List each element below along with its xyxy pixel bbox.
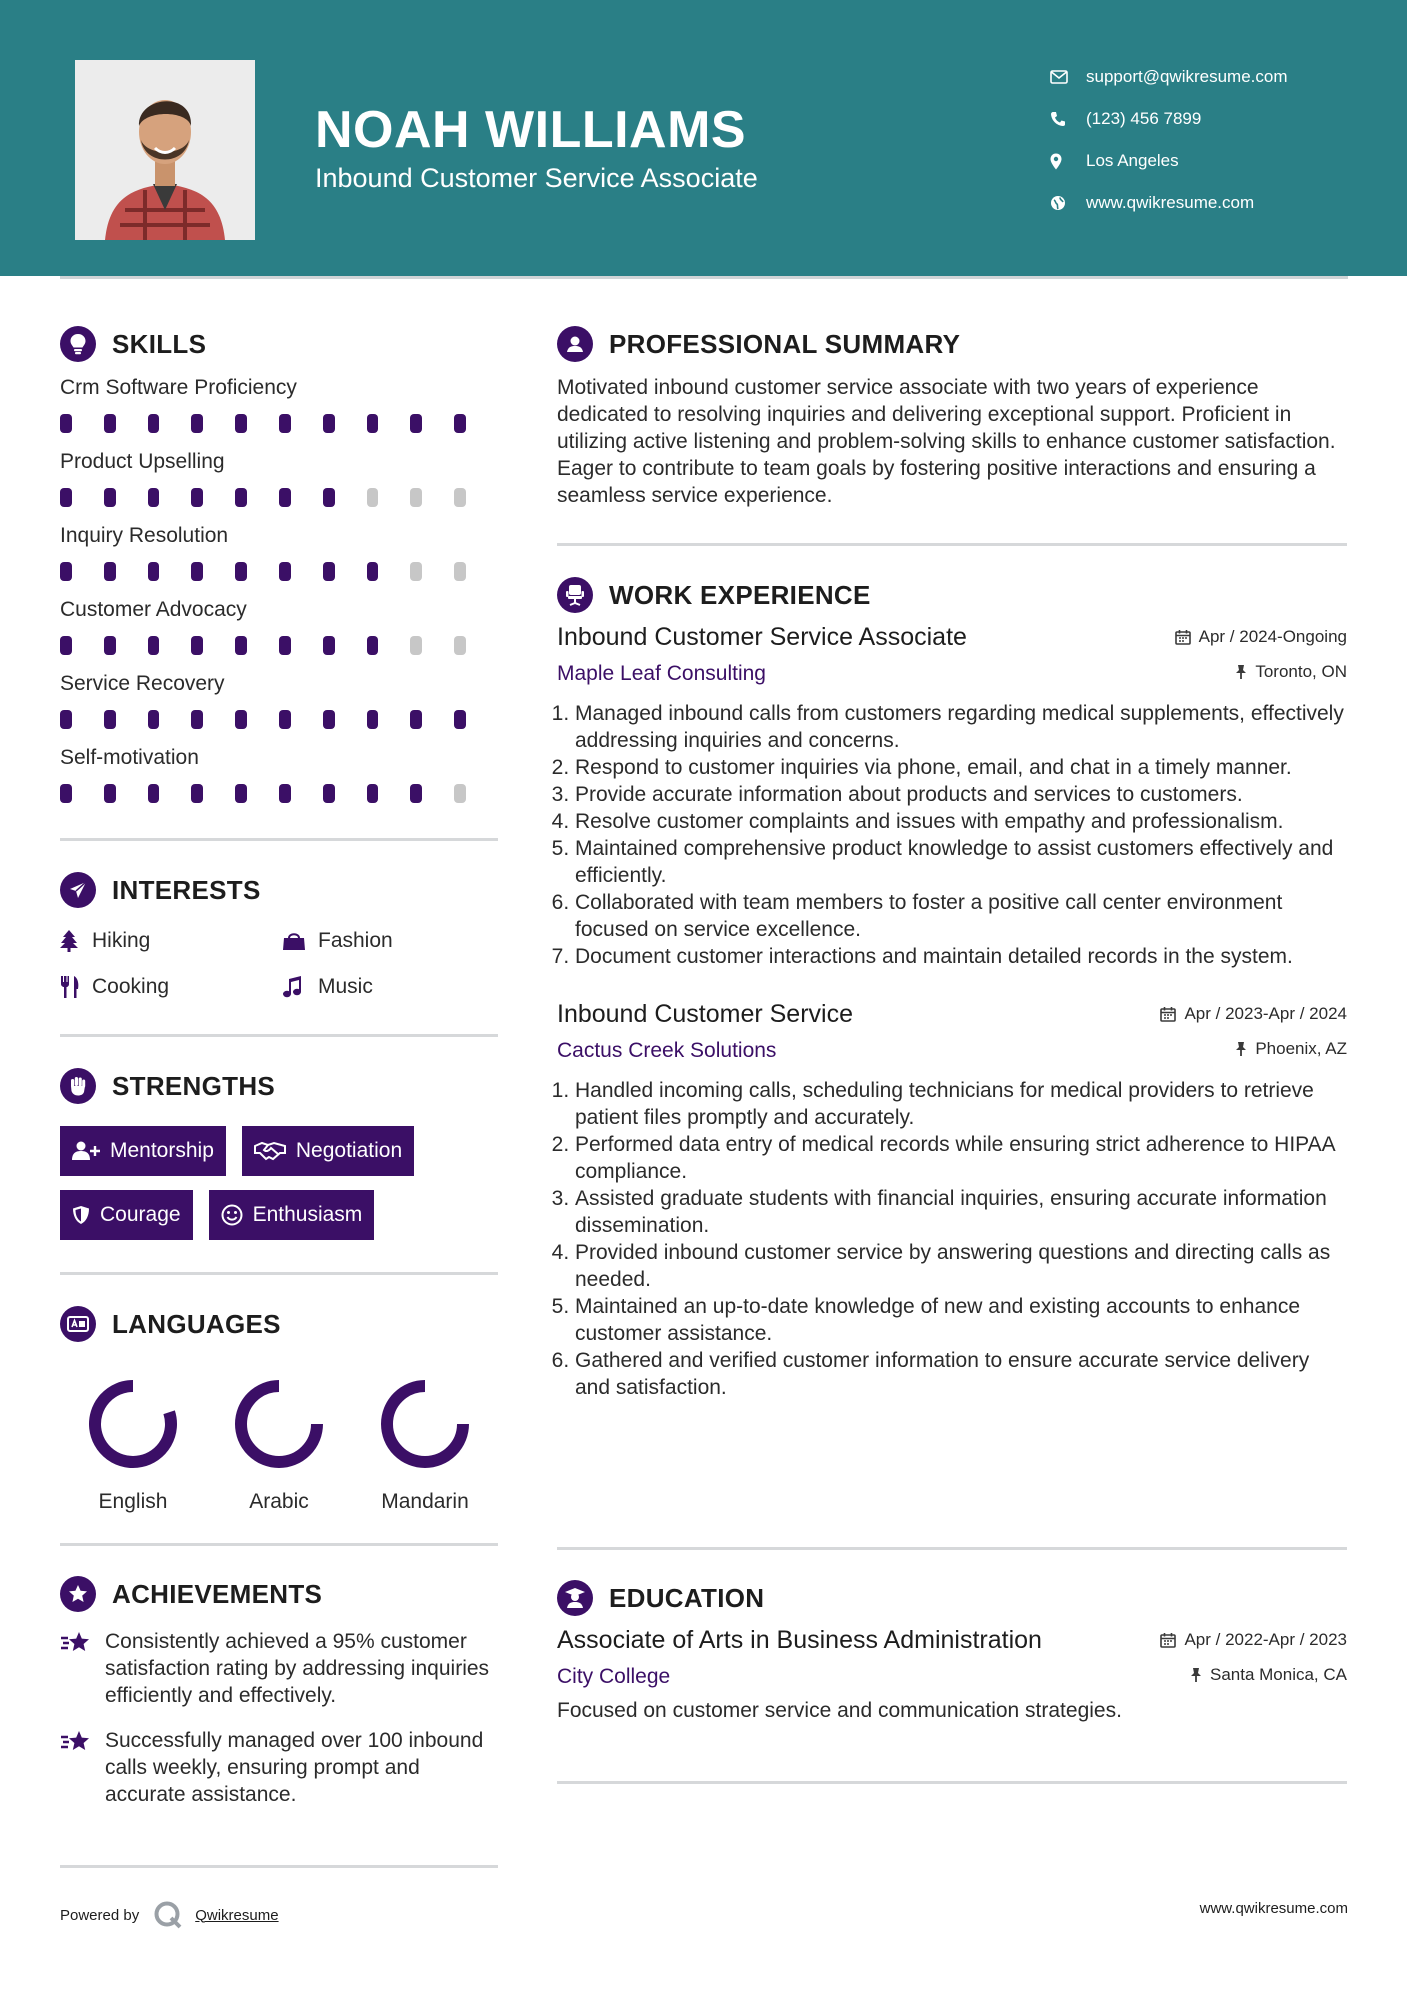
job-dates-text: Apr / 2023-Apr / 2024: [1184, 1004, 1347, 1023]
skill-item: [60, 672, 498, 746]
skill-name: Self-motivation: [60, 746, 199, 769]
achievement-text: Consistently achieved a 95% customer satisfaction rating by addressing inquiries efficiently and effectively.: [105, 1630, 490, 1707]
language-level-arc: [95, 1386, 171, 1462]
skill-dot-filled: [323, 414, 335, 433]
skill-rating: [60, 554, 498, 598]
qwikresume-logo-icon: [153, 1900, 183, 1930]
interests-list: [60, 928, 498, 1000]
skill-item: [60, 450, 498, 524]
skill-dot-filled: [367, 562, 379, 581]
skill-dot-filled: [410, 784, 422, 803]
interest-item: [282, 928, 482, 954]
education-dates-text: Apr / 2022-Apr / 2023: [1184, 1630, 1347, 1649]
languages-section: [60, 1306, 498, 1514]
strength-label: Enthusiasm: [252, 1203, 363, 1226]
fist-icon: [60, 1068, 96, 1104]
pushpin-icon: [1235, 1041, 1247, 1057]
skill-dot-filled: [279, 784, 291, 803]
calendar-icon: [1160, 1006, 1176, 1022]
duty-item: 4. Resolve customer complaints and issues with empathy and professionalism.: [575, 808, 1347, 835]
envelope-icon: [1050, 70, 1086, 84]
job-duties: [557, 1077, 1347, 1401]
strength-chip: [60, 1190, 193, 1240]
achievement-text: Successfully managed over 100 inbound calls weekly, ensuring prompt and accurate assistance.: [105, 1729, 484, 1806]
skill-dot-empty: [410, 636, 422, 655]
strength-chip: [209, 1190, 375, 1240]
language-card-icon: [60, 1306, 96, 1342]
skill-dot-filled: [104, 562, 116, 581]
calendar-icon: [1175, 629, 1191, 645]
experience-title: WORK EXPERIENCE: [609, 579, 871, 610]
achievements-heading: [60, 1576, 498, 1612]
skill-dot-filled: [191, 414, 203, 433]
user-circle-icon: [557, 326, 593, 362]
skill-name: Customer Advocacy: [60, 598, 247, 621]
skill-dot-filled: [279, 414, 291, 433]
degree-title: Associate of Arts in Business Administration: [557, 1626, 1042, 1654]
duty-item: 2. Performed data entry of medical records while ensuring strict adherence to HIPAA compliance.: [575, 1131, 1347, 1185]
job-duties: [557, 700, 1347, 970]
achievements-section: [60, 1576, 498, 1808]
phone-icon: [1050, 111, 1086, 127]
job-location: [1235, 662, 1347, 682]
skill-dot-filled: [410, 414, 422, 433]
skill-dot-filled: [191, 488, 203, 507]
profile-photo: [75, 60, 255, 240]
pushpin-icon: [1190, 1667, 1202, 1683]
job-subheader: [557, 662, 1347, 686]
duty-item: 3. Assisted graduate students with financial inquiries, ensuring accurate information dissemination.: [575, 1185, 1347, 1239]
strengths-list: [60, 1126, 500, 1240]
contact-website[interactable]: [1050, 182, 1288, 224]
tree-icon: [60, 930, 92, 952]
strengths-heading: [60, 1068, 498, 1104]
skill-dot-filled: [367, 784, 379, 803]
skill-dot-filled: [454, 414, 466, 433]
skill-dot-filled: [454, 710, 466, 729]
skill-item: [60, 376, 498, 450]
music-note-icon: [282, 976, 318, 998]
languages-heading: [60, 1306, 498, 1342]
skill-dot-filled: [191, 710, 203, 729]
contact-location: [1050, 140, 1288, 182]
skill-dot-filled: [323, 784, 335, 803]
skill-dot-filled: [235, 710, 247, 729]
education-entry: [557, 1626, 1347, 1724]
achievement-item: [60, 1628, 498, 1709]
skill-dot-filled: [191, 784, 203, 803]
skill-dot-empty: [367, 488, 379, 507]
strength-label: Courage: [100, 1203, 181, 1226]
skill-dot-filled: [235, 562, 247, 581]
job-entry: [557, 1000, 1347, 1401]
globe-icon: [1050, 195, 1086, 211]
skills-list: [60, 376, 498, 820]
contact-phone-text: (123) 456 7899: [1086, 109, 1202, 128]
interest-item: [60, 928, 282, 954]
education-section: [557, 1580, 1347, 1724]
shooting-star-icon: [60, 1727, 105, 1808]
skill-dot-filled: [323, 488, 335, 507]
job-location-text: Toronto, ON: [1255, 662, 1347, 681]
pushpin-icon: [1235, 664, 1247, 680]
utensils-icon: [60, 976, 92, 998]
job-entry: [557, 623, 1347, 970]
star-badge-icon: [60, 1576, 96, 1612]
skill-rating: [60, 628, 498, 672]
skill-dot-filled: [148, 784, 160, 803]
duty-item: 6. Gathered and verified customer information to ensure accurate service delivery and satisfaction.: [575, 1347, 1347, 1401]
interest-label: Fashion: [318, 929, 393, 952]
languages-title: LANGUAGES: [112, 1308, 281, 1339]
summary-heading: [557, 326, 1347, 362]
contact-location-text: Los Angeles: [1086, 151, 1179, 170]
job-header: [557, 623, 1347, 652]
powered-by-label: Powered by: [60, 1906, 140, 1924]
language-level-ring: [229, 1374, 329, 1474]
skill-dot-filled: [235, 784, 247, 803]
interest-label: Hiking: [92, 929, 151, 952]
job-location: [1235, 1039, 1347, 1059]
summary-text: Motivated inbound customer service associate with two years of experience dedicated to resolving inquiries and delivering exceptional support. Proficient in utilizing active listening and problem-solving skills to enhance customer satisfaction. Eager to contribute to team goals by fostering positive interactions and ensuring a seamless service experience.: [557, 376, 1336, 507]
candidate-name: NOAH WILLIAMS: [315, 101, 747, 159]
skill-rating: [60, 480, 498, 524]
skill-dot-empty: [454, 636, 466, 655]
skill-dot-filled: [279, 636, 291, 655]
job-subheader: [557, 1039, 1347, 1063]
interest-label: Cooking: [92, 975, 170, 998]
skill-dot-filled: [60, 784, 72, 803]
strength-chip: [242, 1126, 414, 1176]
achievement-item: [60, 1727, 498, 1808]
language-level-ring: [375, 1374, 475, 1474]
user-plus-icon: [72, 1141, 100, 1161]
skill-dot-filled: [60, 562, 72, 581]
interest-label: Music: [318, 975, 373, 998]
language-name: English: [98, 1490, 168, 1513]
smile-icon: [221, 1204, 243, 1226]
section-divider: [60, 838, 498, 841]
interest-item: [282, 974, 482, 1000]
contact-list: [1050, 56, 1288, 224]
skill-dot-filled: [148, 710, 160, 729]
skill-dot-filled: [104, 488, 116, 507]
duty-item: 5. Maintained an up-to-date knowledge of new and existing accounts to enhance customer assistance.: [575, 1293, 1347, 1347]
skill-dot-filled: [279, 488, 291, 507]
duty-item: 7. Document customer interactions and maintain detailed records in the system.: [575, 943, 1347, 970]
education-header: [557, 1626, 1347, 1655]
skill-dot-filled: [367, 636, 379, 655]
skills-title: SKILLS: [112, 328, 207, 359]
skill-dot-filled: [148, 488, 160, 507]
language-level-arc: [241, 1386, 317, 1462]
contact-email[interactable]: [1050, 56, 1288, 98]
job-dates: [1175, 627, 1347, 647]
skill-name: Inquiry Resolution: [60, 524, 229, 547]
interests-heading: [60, 872, 498, 908]
language-name: Arabic: [249, 1490, 309, 1513]
skills-heading: [60, 326, 498, 362]
education-subheader: [557, 1665, 1347, 1689]
strength-chip: [60, 1126, 226, 1176]
duty-item: 3. Provide accurate information about products and services to customers.: [575, 781, 1347, 808]
paper-plane-icon: [60, 872, 96, 908]
brand-link[interactable]: Qwikresume: [195, 1906, 279, 1924]
skill-dot-filled: [104, 636, 116, 655]
education-dates: [1160, 1630, 1347, 1650]
languages-list: [60, 1374, 498, 1514]
section-divider: [60, 1034, 498, 1037]
handshake-icon: [254, 1141, 286, 1161]
language-item: [60, 1374, 206, 1514]
skill-dot-empty: [410, 488, 422, 507]
experience-heading: [557, 577, 1347, 613]
experience-section: [557, 577, 1347, 1401]
education-heading: [557, 1580, 1347, 1616]
section-divider: [60, 1543, 498, 1546]
education-location-text: Santa Monica, CA: [1209, 1665, 1347, 1684]
job-title: Inbound Customer Service: [557, 1000, 853, 1028]
section-divider: [557, 1781, 1347, 1784]
achievements-title: ACHIEVEMENTS: [112, 1578, 323, 1609]
person-portrait-icon: [75, 60, 255, 240]
skill-rating: [60, 776, 498, 820]
achievements-list: [60, 1628, 498, 1808]
summary-title: PROFESSIONAL SUMMARY: [609, 328, 961, 359]
section-divider: [557, 1547, 1347, 1550]
strengths-section: [60, 1068, 498, 1240]
language-item: [352, 1374, 498, 1514]
strengths-title: STRENGTHS: [112, 1070, 276, 1101]
duty-item: 1. Handled incoming calls, scheduling technicians for medical providers to retrieve patient files promptly and accurately.: [575, 1077, 1347, 1131]
skill-dot-filled: [191, 562, 203, 581]
language-level-arc: [387, 1386, 463, 1462]
job-dates: [1160, 1004, 1347, 1024]
office-chair-icon: [557, 577, 593, 613]
graduate-icon: [557, 1580, 593, 1616]
skill-dot-empty: [454, 784, 466, 803]
shopping-bag-icon: [282, 931, 318, 951]
skill-dot-filled: [148, 562, 160, 581]
resume-header: [0, 0, 1407, 276]
shield-icon: [72, 1205, 90, 1225]
skill-dot-filled: [235, 414, 247, 433]
interest-item: [60, 974, 282, 1000]
shooting-star-icon: [60, 1628, 105, 1709]
duty-item: 4. Provided inbound customer service by answering questions and directing calls as needed.: [575, 1239, 1347, 1293]
skill-rating: [60, 406, 498, 450]
skill-item: [60, 598, 498, 672]
skill-dot-filled: [367, 710, 379, 729]
calendar-icon: [1160, 1632, 1176, 1648]
school-name: City College: [557, 1665, 671, 1688]
duty-item: 1. Managed inbound calls from customers regarding medical supplements, effectively addressing inquiries and concerns.: [575, 700, 1347, 754]
skill-dot-filled: [235, 636, 247, 655]
skill-name: Crm Software Proficiency: [60, 376, 297, 399]
skill-item: [60, 746, 498, 820]
skill-dot-filled: [323, 562, 335, 581]
skill-dot-empty: [454, 562, 466, 581]
duty-item: 5. Maintained comprehensive product knowledge to assist customers effectively and efficiently.: [575, 835, 1347, 889]
skill-name: Product Upselling: [60, 450, 225, 473]
skill-dot-filled: [410, 710, 422, 729]
company-name: Cactus Creek Solutions: [557, 1039, 777, 1062]
job-dates-text: Apr / 2024-Ongoing: [1198, 627, 1347, 646]
skill-dot-filled: [148, 636, 160, 655]
company-name: Maple Leaf Consulting: [557, 662, 766, 685]
skill-dot-filled: [323, 636, 335, 655]
job-location-text: Phoenix, AZ: [1255, 1039, 1347, 1058]
skill-dot-filled: [235, 488, 247, 507]
footer-branding: [60, 1900, 279, 1930]
skills-section: [60, 326, 498, 820]
candidate-title: Inbound Customer Service Associate: [315, 163, 758, 193]
summary-section: [557, 326, 1347, 509]
skill-dot-filled: [367, 414, 379, 433]
education-description: Focused on customer service and communication strategies.: [557, 1699, 1122, 1722]
skill-dot-filled: [279, 710, 291, 729]
skill-dot-filled: [279, 562, 291, 581]
skill-dot-filled: [104, 784, 116, 803]
job-title: Inbound Customer Service Associate: [557, 623, 967, 651]
skill-dot-filled: [148, 414, 160, 433]
interests-title: INTERESTS: [112, 874, 261, 905]
duty-item: 2. Respond to customer inquiries via phone, email, and chat in a timely manner.: [575, 754, 1347, 781]
skill-dot-filled: [104, 710, 116, 729]
job-header: [557, 1000, 1347, 1029]
skill-dot-filled: [60, 710, 72, 729]
strength-label: Negotiation: [295, 1139, 403, 1162]
footer-url[interactable]: www.qwikresume.com: [1199, 1900, 1348, 1917]
skill-dot-filled: [104, 414, 116, 433]
strength-label: Mentorship: [110, 1139, 214, 1162]
section-divider: [557, 543, 1347, 546]
lightbulb-icon: [60, 326, 96, 362]
education-location: [1190, 1665, 1347, 1685]
contact-website-text: www.qwikresume.com: [1086, 193, 1255, 212]
contact-phone[interactable]: [1050, 98, 1288, 140]
language-item: [206, 1374, 352, 1514]
skill-rating: [60, 702, 498, 746]
contact-email-text: support@qwikresume.com: [1086, 67, 1288, 86]
skill-dot-filled: [60, 636, 72, 655]
section-divider: [60, 1865, 498, 1868]
skill-dot-filled: [60, 414, 72, 433]
skill-dot-empty: [410, 562, 422, 581]
skill-dot-empty: [454, 488, 466, 507]
language-name: Mandarin: [381, 1490, 469, 1513]
header-divider: [60, 276, 1348, 279]
interests-section: [60, 872, 498, 1000]
section-divider: [60, 1272, 498, 1275]
skill-dot-filled: [323, 710, 335, 729]
skill-dot-filled: [60, 488, 72, 507]
duty-item: 6. Collaborated with team members to foster a positive call center environment focused on service excellence.: [575, 889, 1347, 943]
map-pin-icon: [1050, 153, 1086, 170]
language-level-ring: [83, 1374, 183, 1474]
skill-name: Service Recovery: [60, 672, 225, 695]
skill-dot-filled: [191, 636, 203, 655]
education-title: EDUCATION: [609, 1582, 765, 1613]
skill-item: [60, 524, 498, 598]
